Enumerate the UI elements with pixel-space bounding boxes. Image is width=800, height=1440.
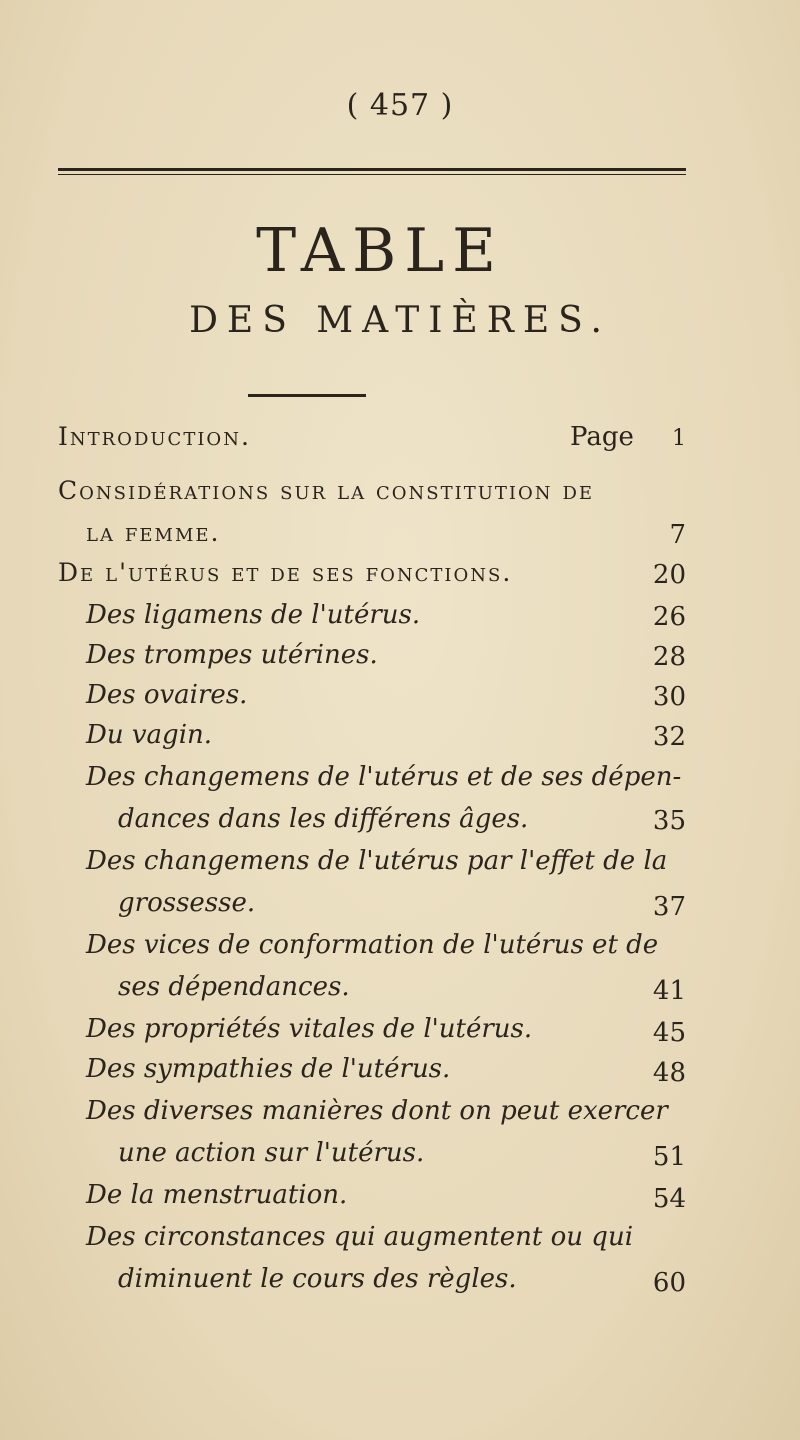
toc-page-number: 60	[652, 1268, 686, 1298]
toc-page-number: 37	[652, 892, 686, 922]
toc-entry-line: De la menstruation.	[86, 1180, 348, 1210]
toc-entry-line: Des changemens de l'utérus par l'effet de la	[86, 846, 668, 876]
toc-entry-line: Du vagin.	[86, 720, 213, 750]
toc-entry-line: Des sympathies de l'utérus.	[86, 1054, 451, 1084]
toc-page-number: 51	[652, 1142, 686, 1172]
toc-entry-line: Des changemens de l'utérus et de ses dépen-	[86, 762, 682, 792]
toc-entry-line: ses dépendances.	[118, 972, 350, 1002]
toc-entry-line: Des ovaires.	[86, 680, 248, 710]
toc-entry-line: Des trompes utérines.	[86, 640, 378, 670]
toc-entry-line: grossesse.	[118, 888, 256, 918]
page-title: TABLE	[256, 216, 504, 286]
page-subtitle: DES MATIÈRES.	[189, 300, 611, 341]
toc-page-number: 7	[669, 520, 686, 550]
toc-page-number: 45	[652, 1018, 686, 1048]
toc-page-number: 32	[652, 722, 686, 752]
toc-page-number: 1	[672, 426, 686, 451]
toc-page-number: 48	[652, 1058, 686, 1088]
toc-page-number: 30	[652, 682, 686, 712]
toc-entry-line: Des vices de conformation de l'utérus et de	[86, 930, 659, 960]
toc-entry-line: Des ligamens de l'utérus.	[86, 600, 421, 630]
toc-page-number: 20	[652, 560, 686, 590]
toc-page-number: 35	[652, 806, 686, 836]
toc-page-number: 54	[652, 1184, 686, 1214]
toc-entry-line: Des propriétés vitales de l'utérus.	[86, 1014, 533, 1044]
toc-entry-line: diminuent le cours des règles.	[118, 1264, 517, 1294]
toc-entry-line: dances dans les différens âges.	[118, 804, 529, 834]
header-rule-thin	[58, 174, 686, 175]
toc-page-number: 26	[652, 602, 686, 632]
toc-page-number: 41	[652, 976, 686, 1006]
header-rule	[58, 168, 686, 171]
toc-entry-text: Introduction.	[58, 422, 251, 451]
page-number: ( 457 )	[346, 88, 454, 123]
toc-entry-line: la femme.	[86, 518, 221, 547]
toc-entry-introduction	[58, 422, 251, 451]
toc-page-label: Page	[570, 422, 634, 452]
toc-entry-line: Des diverses manières dont on peut exercer	[86, 1096, 668, 1126]
toc-page-number: 28	[652, 642, 686, 672]
toc-entry-line: De l'utérus et de ses fonctions.	[58, 558, 513, 587]
toc-entry-line: Des circonstances qui augmentent ou qui	[86, 1222, 634, 1252]
toc-entry-line: Considérations sur la constitution de	[58, 476, 595, 505]
toc-entry-line: une action sur l'utérus.	[118, 1138, 425, 1168]
title-divider	[248, 394, 366, 397]
